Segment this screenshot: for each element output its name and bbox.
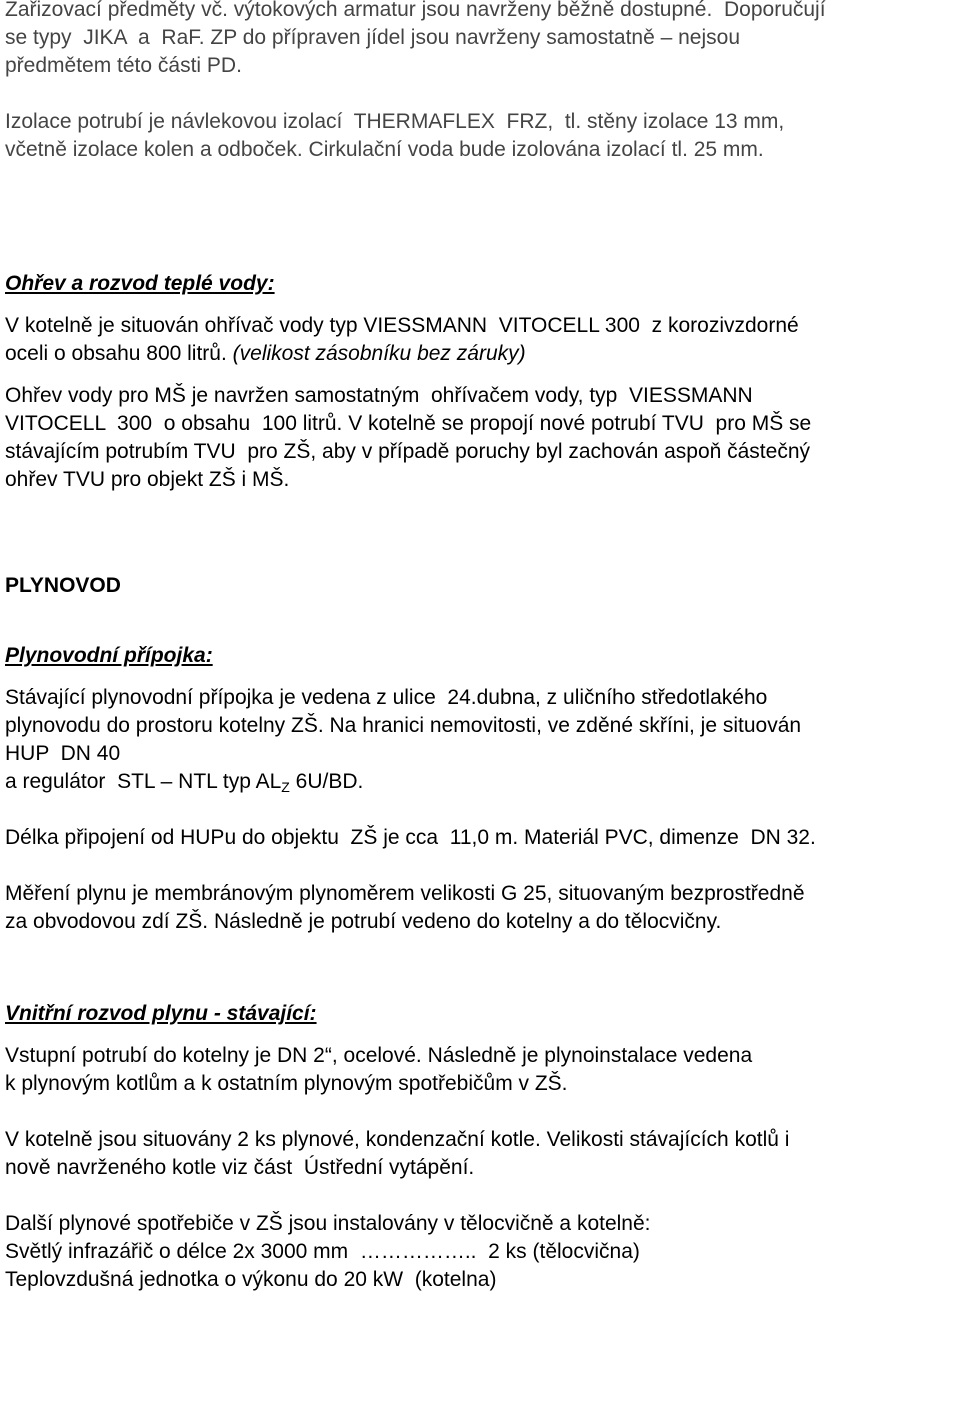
text-run: oceli o obsahu 800 litrů. (5, 342, 233, 365)
text-line: Izolace potrubí je návlekovou izolací THERMAFLEX FRZ, tl. stěny izolace 13 mm, (5, 110, 785, 133)
text-line: k plynovým kotlům a k ostatním plynovým spotřebičům v ZŠ. (5, 1072, 568, 1095)
text-line (5, 768, 955, 796)
insulation-paragraph (5, 108, 955, 164)
text-line: Teplovzdušná jednotka o výkonu do 20 kW (kotelna) (5, 1268, 497, 1291)
section-heading-gas: PLYNOVOD (5, 574, 121, 597)
gas-metering-paragraph (5, 880, 955, 936)
internal-gas-paragraph-2 (5, 1126, 955, 1182)
text-line: předmětem této části PD. (5, 54, 242, 77)
text-line: se typy JIKA a RaF. ZP do přípraven jídel jsou navrženy samostatně – nejsou (5, 26, 740, 49)
text-line: VITOCELL 300 o obsahu 100 litrů. V kotelně se propojí nové potrubí TVU pro MŠ se (5, 412, 812, 435)
hot-water-paragraph-1 (5, 312, 955, 368)
text-line (5, 340, 955, 368)
text-line: Další plynové spotřebiče v ZŠ jsou instalovány v tělocvičně a kotelně: (5, 1212, 651, 1235)
text-line: ohřev TVU pro objekt ZŠ i MŠ. (5, 468, 290, 491)
subheading-gas-connection: Plynovodní přípojka: (5, 644, 213, 667)
intro-paragraph (5, 0, 955, 80)
italic-note: (velikost zásobníku bez záruky) (232, 342, 526, 365)
text-line: Zařizovací předměty vč. výtokových armatur jsou navrženy běžně dostupné. Doporučují (5, 0, 826, 21)
text-line: stávajícím potrubím TVU pro ZŠ, aby v případě poruchy byl zachován aspoň částečný (5, 440, 811, 463)
gas-length-paragraph: Délka připojení od HUPu do objektu ZŠ je cca 11,0 m. Materiál PVC, dimenze DN 32. (5, 826, 816, 849)
text-line: Měření plynu je membránovým plynoměrem velikosti G 25, situovaným bezprostředně (5, 882, 805, 905)
text-line: V kotelně je situován ohřívač vody typ VIESSMANN VITOCELL 300 z korozivzdorné (5, 314, 799, 337)
text-line: nově navrženého kotle viz část Ústřední vytápění. (5, 1156, 475, 1179)
internal-gas-paragraph-1 (5, 1042, 955, 1098)
document-page (5, 0, 955, 1294)
text-line: plynovodu do prostoru kotelny ZŠ. Na hranici nemovitosti, ve zděné skříni, je situován (5, 714, 802, 737)
gas-connection-paragraph (5, 684, 955, 796)
text-run: 6U/BD. (289, 770, 364, 793)
text-line: Světlý infrazářič o délce 2x 3000 mm …………….. 2 ks (tělocvična) (5, 1240, 640, 1263)
text-line: Vstupní potrubí do kotelny je DN 2“, ocelové. Následně je plynoinstalace vedena (5, 1044, 753, 1067)
text-run: a regulátor STL – NTL typ AL (5, 770, 282, 793)
subscript: Z (281, 779, 290, 795)
text-line: za obvodovou zdí ZŠ. Následně je potrubí vedeno do kotelny a do tělocvičny. (5, 910, 722, 933)
text-line: včetně izolace kolen a odboček. Cirkulační voda bude izolována izolací tl. 25 mm. (5, 138, 764, 161)
internal-gas-paragraph-3 (5, 1210, 955, 1294)
section-heading-internal-gas: Vnitřní rozvod plynu - stávající: (5, 1002, 317, 1025)
text-line: Stávající plynovodní přípojka je vedena z ulice 24.dubna, z uličního středotlakého (5, 686, 768, 709)
hot-water-paragraph-2 (5, 382, 955, 494)
text-line: Ohřev vody pro MŠ je navržen samostatným ohřívačem vody, typ VIESSMANN (5, 384, 753, 407)
text-line: V kotelně jsou situovány 2 ks plynové, kondenzační kotle. Velikosti stávajících kotlů i (5, 1128, 790, 1151)
text-line: HUP DN 40 (5, 742, 121, 765)
section-heading-hot-water: Ohřev a rozvod teplé vody: (5, 272, 275, 295)
